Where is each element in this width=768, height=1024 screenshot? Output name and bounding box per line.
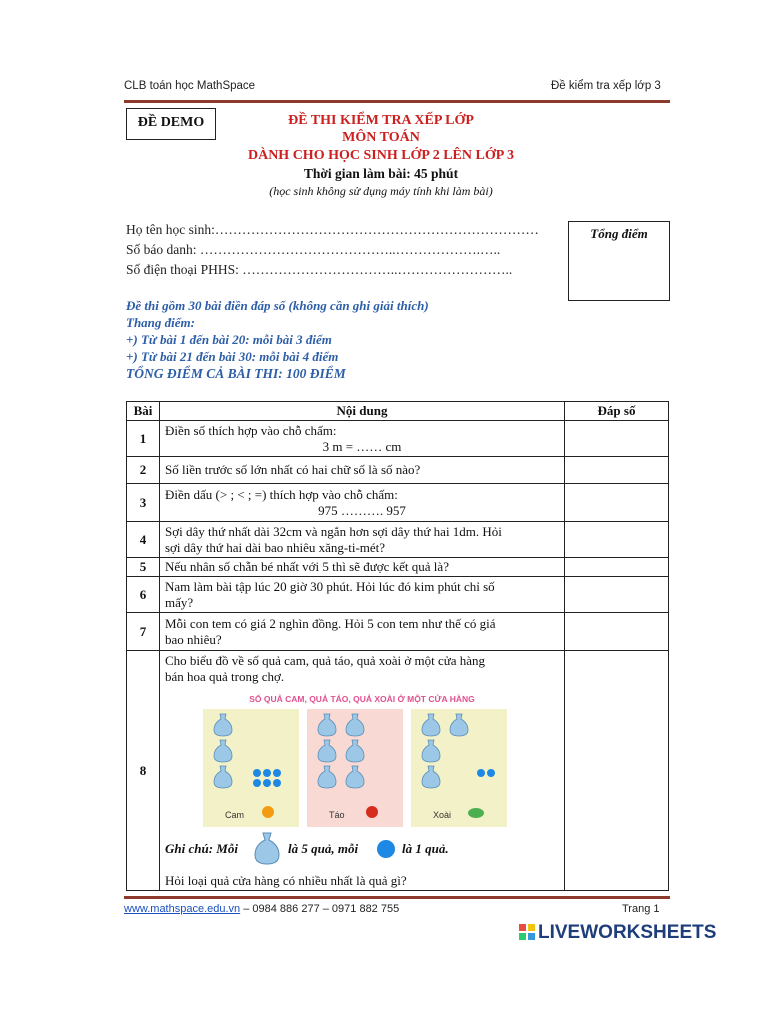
question-content bbox=[160, 651, 565, 891]
title-time: Thời gian làm bài: 45 phút bbox=[303, 166, 459, 181]
bag-icon bbox=[253, 831, 281, 865]
pictograph-panel-xoài bbox=[411, 709, 507, 827]
table-row bbox=[127, 522, 669, 558]
fruit-label: Cam bbox=[225, 810, 245, 820]
question-text: Điền dấu (> ; < ; =) thích hợp vào chỗ chấm: bbox=[165, 486, 398, 502]
header-left: CLB toán học MathSpace bbox=[124, 80, 256, 92]
col-header-number: Bài bbox=[127, 402, 160, 421]
pictograph-panel-cam bbox=[203, 709, 299, 827]
legend-text-a: Ghi chú: Mỗi bbox=[165, 841, 238, 856]
answer-cell[interactable] bbox=[565, 457, 669, 484]
bag-icon bbox=[449, 713, 469, 737]
dot-icon bbox=[253, 779, 261, 787]
question-text: Mỗi con tem có giá 2 nghìn đồng. Hỏi 5 con tem như thế có giá bbox=[165, 615, 496, 631]
answer-cell[interactable] bbox=[565, 522, 669, 558]
answer-cell[interactable] bbox=[565, 577, 669, 613]
question-text: Điền số thích hợp vào chỗ chấm: bbox=[165, 422, 337, 438]
fruit-label: Xoài bbox=[433, 810, 452, 820]
dot-icon bbox=[253, 769, 261, 777]
liveworksheets-icon bbox=[519, 924, 535, 940]
demo-label: ĐỀ DEMO bbox=[126, 108, 216, 140]
instructions-line4: +) Từ bài 21 đến bài 30: mỗi bài 4 điểm bbox=[126, 349, 339, 364]
question-table bbox=[126, 401, 669, 891]
table-row bbox=[127, 651, 669, 891]
question-number: 4 bbox=[127, 522, 160, 558]
legend-text-c: là 1 quả. bbox=[402, 841, 449, 856]
instructions-line1: Đề thi gồm 30 bài điền đáp số (không cần ghi giải thích) bbox=[126, 298, 429, 313]
title-line2: MÔN TOÁN bbox=[342, 130, 420, 145]
table-row bbox=[127, 613, 669, 651]
question-text: Nam làm bài tập lúc 20 giờ 30 phút. Hỏi lúc đó kim phút chỉ số bbox=[165, 578, 495, 594]
instructions-line2: Thang điểm: bbox=[126, 315, 195, 330]
question-text: 975 ………. 957 bbox=[318, 502, 406, 518]
fruit-label: Táo bbox=[329, 810, 345, 820]
question-content bbox=[160, 421, 565, 457]
footer-contact bbox=[124, 903, 399, 915]
bag-icon bbox=[317, 739, 337, 763]
instructions-line5: TỔNG ĐIỂM CẢ BÀI THI: 100 ĐIỂM bbox=[126, 366, 346, 381]
header-right: Đề kiểm tra xếp lớp 3 bbox=[551, 80, 661, 92]
table-row bbox=[127, 421, 669, 457]
bag-icon bbox=[317, 713, 337, 737]
answer-cell[interactable] bbox=[565, 421, 669, 457]
question-number: 7 bbox=[127, 613, 160, 651]
table-header-row bbox=[127, 402, 669, 421]
question-text: 3 m = …… cm bbox=[322, 438, 402, 454]
pictograph-legend bbox=[165, 831, 559, 867]
answer-cell[interactable] bbox=[565, 484, 669, 522]
question-number: 2 bbox=[127, 457, 160, 484]
question-content bbox=[160, 457, 565, 484]
question-number: 5 bbox=[127, 558, 160, 577]
bag-icon bbox=[345, 713, 365, 737]
instructions-line3: +) Từ bài 1 đến bài 20: mỗi bài 3 điểm bbox=[126, 332, 332, 347]
question-number: 8 bbox=[127, 651, 160, 891]
question-number: 1 bbox=[127, 421, 160, 457]
question-text: bao nhiêu? bbox=[165, 631, 222, 647]
question-number: 6 bbox=[127, 577, 160, 613]
dot-icon bbox=[487, 769, 495, 777]
legend-text-b: là 5 quả, mỗi bbox=[288, 841, 359, 856]
question-content bbox=[160, 522, 565, 558]
question-content bbox=[160, 577, 565, 613]
question-text: Hỏi loại quả cửa hàng có nhiều nhất là quả gì? bbox=[165, 873, 407, 888]
answer-cell[interactable] bbox=[565, 613, 669, 651]
title-line1: ĐỀ THI KIỂM TRA XẾP LỚP bbox=[288, 113, 474, 128]
title-note: (học sinh không sử dụng máy tính khi làm bài) bbox=[269, 184, 493, 198]
table-row bbox=[127, 558, 669, 577]
question-text: Số liền trước số lớn nhất có hai chữ số là số nào? bbox=[165, 462, 421, 477]
orange-icon bbox=[259, 805, 277, 819]
question-text: Cho biểu đồ về số quả cam, quả táo, quả xoài ở một cửa hàng bbox=[165, 653, 486, 668]
question-content bbox=[160, 558, 565, 577]
question-content bbox=[160, 484, 565, 522]
bag-icon bbox=[421, 713, 441, 737]
col-header-answer: Đáp số bbox=[565, 402, 669, 421]
pictograph-title: SỐ QUẢ CAM, QUẢ TÁO, QUẢ XOÀI Ở MỘT CỬA HÀNG bbox=[249, 694, 475, 704]
question-text: sợi dây thứ hai dài bao nhiêu xăng-ti-mét? bbox=[165, 539, 386, 555]
bag-icon bbox=[213, 713, 233, 737]
footer-page-number: Trang 1 bbox=[622, 903, 660, 915]
footer-website-link[interactable]: www.mathspace.edu.vn bbox=[124, 903, 241, 915]
answer-cell[interactable] bbox=[565, 651, 669, 891]
pictograph-panel-táo bbox=[307, 709, 403, 827]
dot-icon bbox=[376, 839, 396, 859]
bag-icon bbox=[421, 765, 441, 789]
total-score-box bbox=[568, 221, 670, 301]
bag-icon bbox=[421, 739, 441, 763]
bag-icon bbox=[345, 765, 365, 789]
footer-rule bbox=[124, 896, 670, 899]
header-rule bbox=[124, 100, 670, 103]
bag-icon bbox=[317, 765, 337, 789]
footer-phones: – 0984 886 277 – 0971 882 755 bbox=[240, 903, 400, 915]
apple-icon bbox=[363, 805, 381, 819]
liveworksheets-logo bbox=[519, 922, 716, 944]
title-line3: DÀNH CHO HỌC SINH LỚP 2 LÊN LỚP 3 bbox=[247, 148, 515, 163]
student-name-field[interactable]: Họ tên học sinh:……………………………………………………………… bbox=[126, 222, 539, 237]
question-content bbox=[160, 613, 565, 651]
mango-icon bbox=[467, 805, 485, 819]
col-header-content: Nội dung bbox=[160, 402, 565, 421]
fruit-pictograph bbox=[203, 709, 513, 827]
student-id-field[interactable]: Số báo danh: ……………………………………..……………….….. bbox=[126, 242, 501, 257]
question-number: 3 bbox=[127, 484, 160, 522]
question-text: Nếu nhân số chẵn bé nhất với 5 thì sẽ được kết quả là? bbox=[165, 559, 449, 574]
answer-cell[interactable] bbox=[565, 558, 669, 577]
dot-icon bbox=[273, 769, 281, 777]
dot-icon bbox=[477, 769, 485, 777]
question-text: mấy? bbox=[165, 594, 194, 610]
parent-phone-field[interactable]: Số điện thoại PHHS: ……………………………..…………………….. bbox=[126, 262, 513, 277]
bag-icon bbox=[213, 765, 233, 789]
bag-icon bbox=[345, 739, 365, 763]
question-text: Sợi dây thứ nhất dài 32cm và ngắn hơn sợi dây thứ hai 1dm. Hỏi bbox=[165, 523, 502, 539]
dot-icon bbox=[263, 779, 271, 787]
total-score-label: Tổng điểm bbox=[590, 226, 648, 241]
dot-icon bbox=[273, 779, 281, 787]
bag-icon bbox=[213, 739, 233, 763]
question-text: bán hoa quả trong chợ. bbox=[165, 669, 285, 684]
table-row bbox=[127, 457, 669, 484]
table-row bbox=[127, 577, 669, 613]
liveworksheets-text: LIVEWORKSHEETS bbox=[538, 922, 717, 943]
table-row bbox=[127, 484, 669, 522]
dot-icon bbox=[263, 769, 271, 777]
